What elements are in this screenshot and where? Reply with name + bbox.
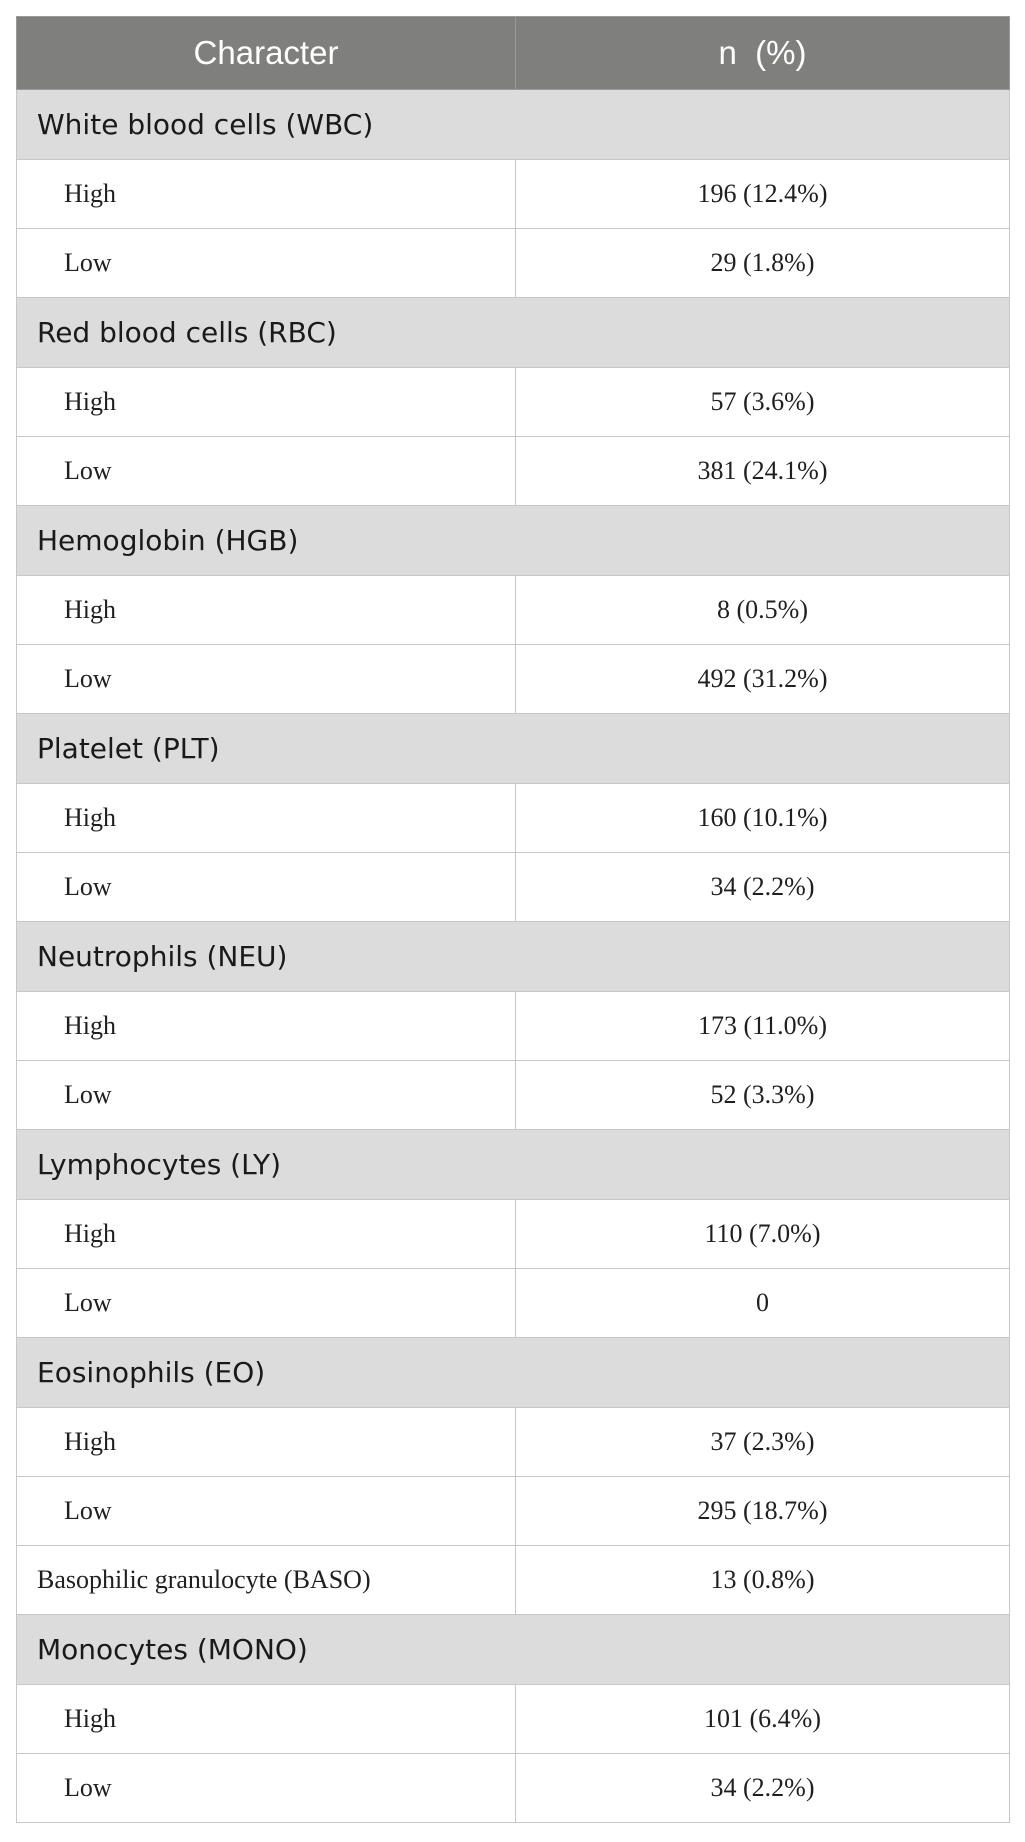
group-row [17,1130,1010,1200]
table-row [17,576,1010,645]
row-value: 13 (0.8%) [516,1546,1010,1615]
row-label: Basophilic granulocyte (BASO) [17,1546,516,1615]
table-row [17,1061,1010,1130]
row-label: Low [17,1754,516,1823]
row-label: Low [17,437,516,506]
row-label: High [17,576,516,645]
row-label: High [17,784,516,853]
table-row [17,1200,1010,1269]
row-label: High [17,1200,516,1269]
table-row [17,1408,1010,1477]
table-body [17,90,1010,1823]
row-value: 295 (18.7%) [516,1477,1010,1546]
group-label: Monocytes (MONO) [17,1615,1010,1685]
table-row [17,368,1010,437]
row-label: High [17,160,516,229]
lab-results-table [16,16,1010,1823]
table-row [17,1685,1010,1754]
group-label: Hemoglobin (HGB) [17,506,1010,576]
group-label: Lymphocytes (LY) [17,1130,1010,1200]
group-row [17,1338,1010,1408]
row-value: 160 (10.1%) [516,784,1010,853]
row-value: 101 (6.4%) [516,1685,1010,1754]
row-label: High [17,368,516,437]
row-value: 196 (12.4%) [516,160,1010,229]
group-label: Red blood cells (RBC) [17,298,1010,368]
group-label: Eosinophils (EO) [17,1338,1010,1408]
header-row [17,17,1010,90]
row-value: 381 (24.1%) [516,437,1010,506]
row-value: 8 (0.5%) [516,576,1010,645]
row-label: Low [17,645,516,714]
group-row [17,90,1010,160]
group-label: Neutrophils (NEU) [17,922,1010,992]
row-label: Low [17,1269,516,1338]
table-row [17,160,1010,229]
row-label: High [17,1685,516,1754]
group-row [17,1615,1010,1685]
group-row [17,922,1010,992]
table-row [17,1269,1010,1338]
group-label: Platelet (PLT) [17,714,1010,784]
row-label: High [17,992,516,1061]
row-value: 0 [516,1269,1010,1338]
table-row [17,1754,1010,1823]
row-value: 110 (7.0%) [516,1200,1010,1269]
table-row [17,437,1010,506]
table-row [17,992,1010,1061]
group-label: White blood cells (WBC) [17,90,1010,160]
row-value: 57 (3.6%) [516,368,1010,437]
row-value: 492 (31.2%) [516,645,1010,714]
row-label: Low [17,853,516,922]
table-row [17,229,1010,298]
row-value: 34 (2.2%) [516,1754,1010,1823]
row-value: 173 (11.0%) [516,992,1010,1061]
table-row [17,645,1010,714]
group-row [17,506,1010,576]
row-value: 34 (2.2%) [516,853,1010,922]
table-row [17,784,1010,853]
table-header [17,17,1010,90]
table-row [17,1546,1010,1615]
row-label: Low [17,229,516,298]
table-row [17,1477,1010,1546]
group-row [17,714,1010,784]
table-row [17,853,1010,922]
row-label: Low [17,1061,516,1130]
row-label: High [17,1408,516,1477]
row-label: Low [17,1477,516,1546]
row-value: 52 (3.3%) [516,1061,1010,1130]
group-row [17,298,1010,368]
column-header-count-percent: n (%) [516,17,1010,90]
lab-results-table-container [16,16,1009,1823]
row-value: 29 (1.8%) [516,229,1010,298]
row-value: 37 (2.3%) [516,1408,1010,1477]
column-header-character: Character [17,17,516,90]
